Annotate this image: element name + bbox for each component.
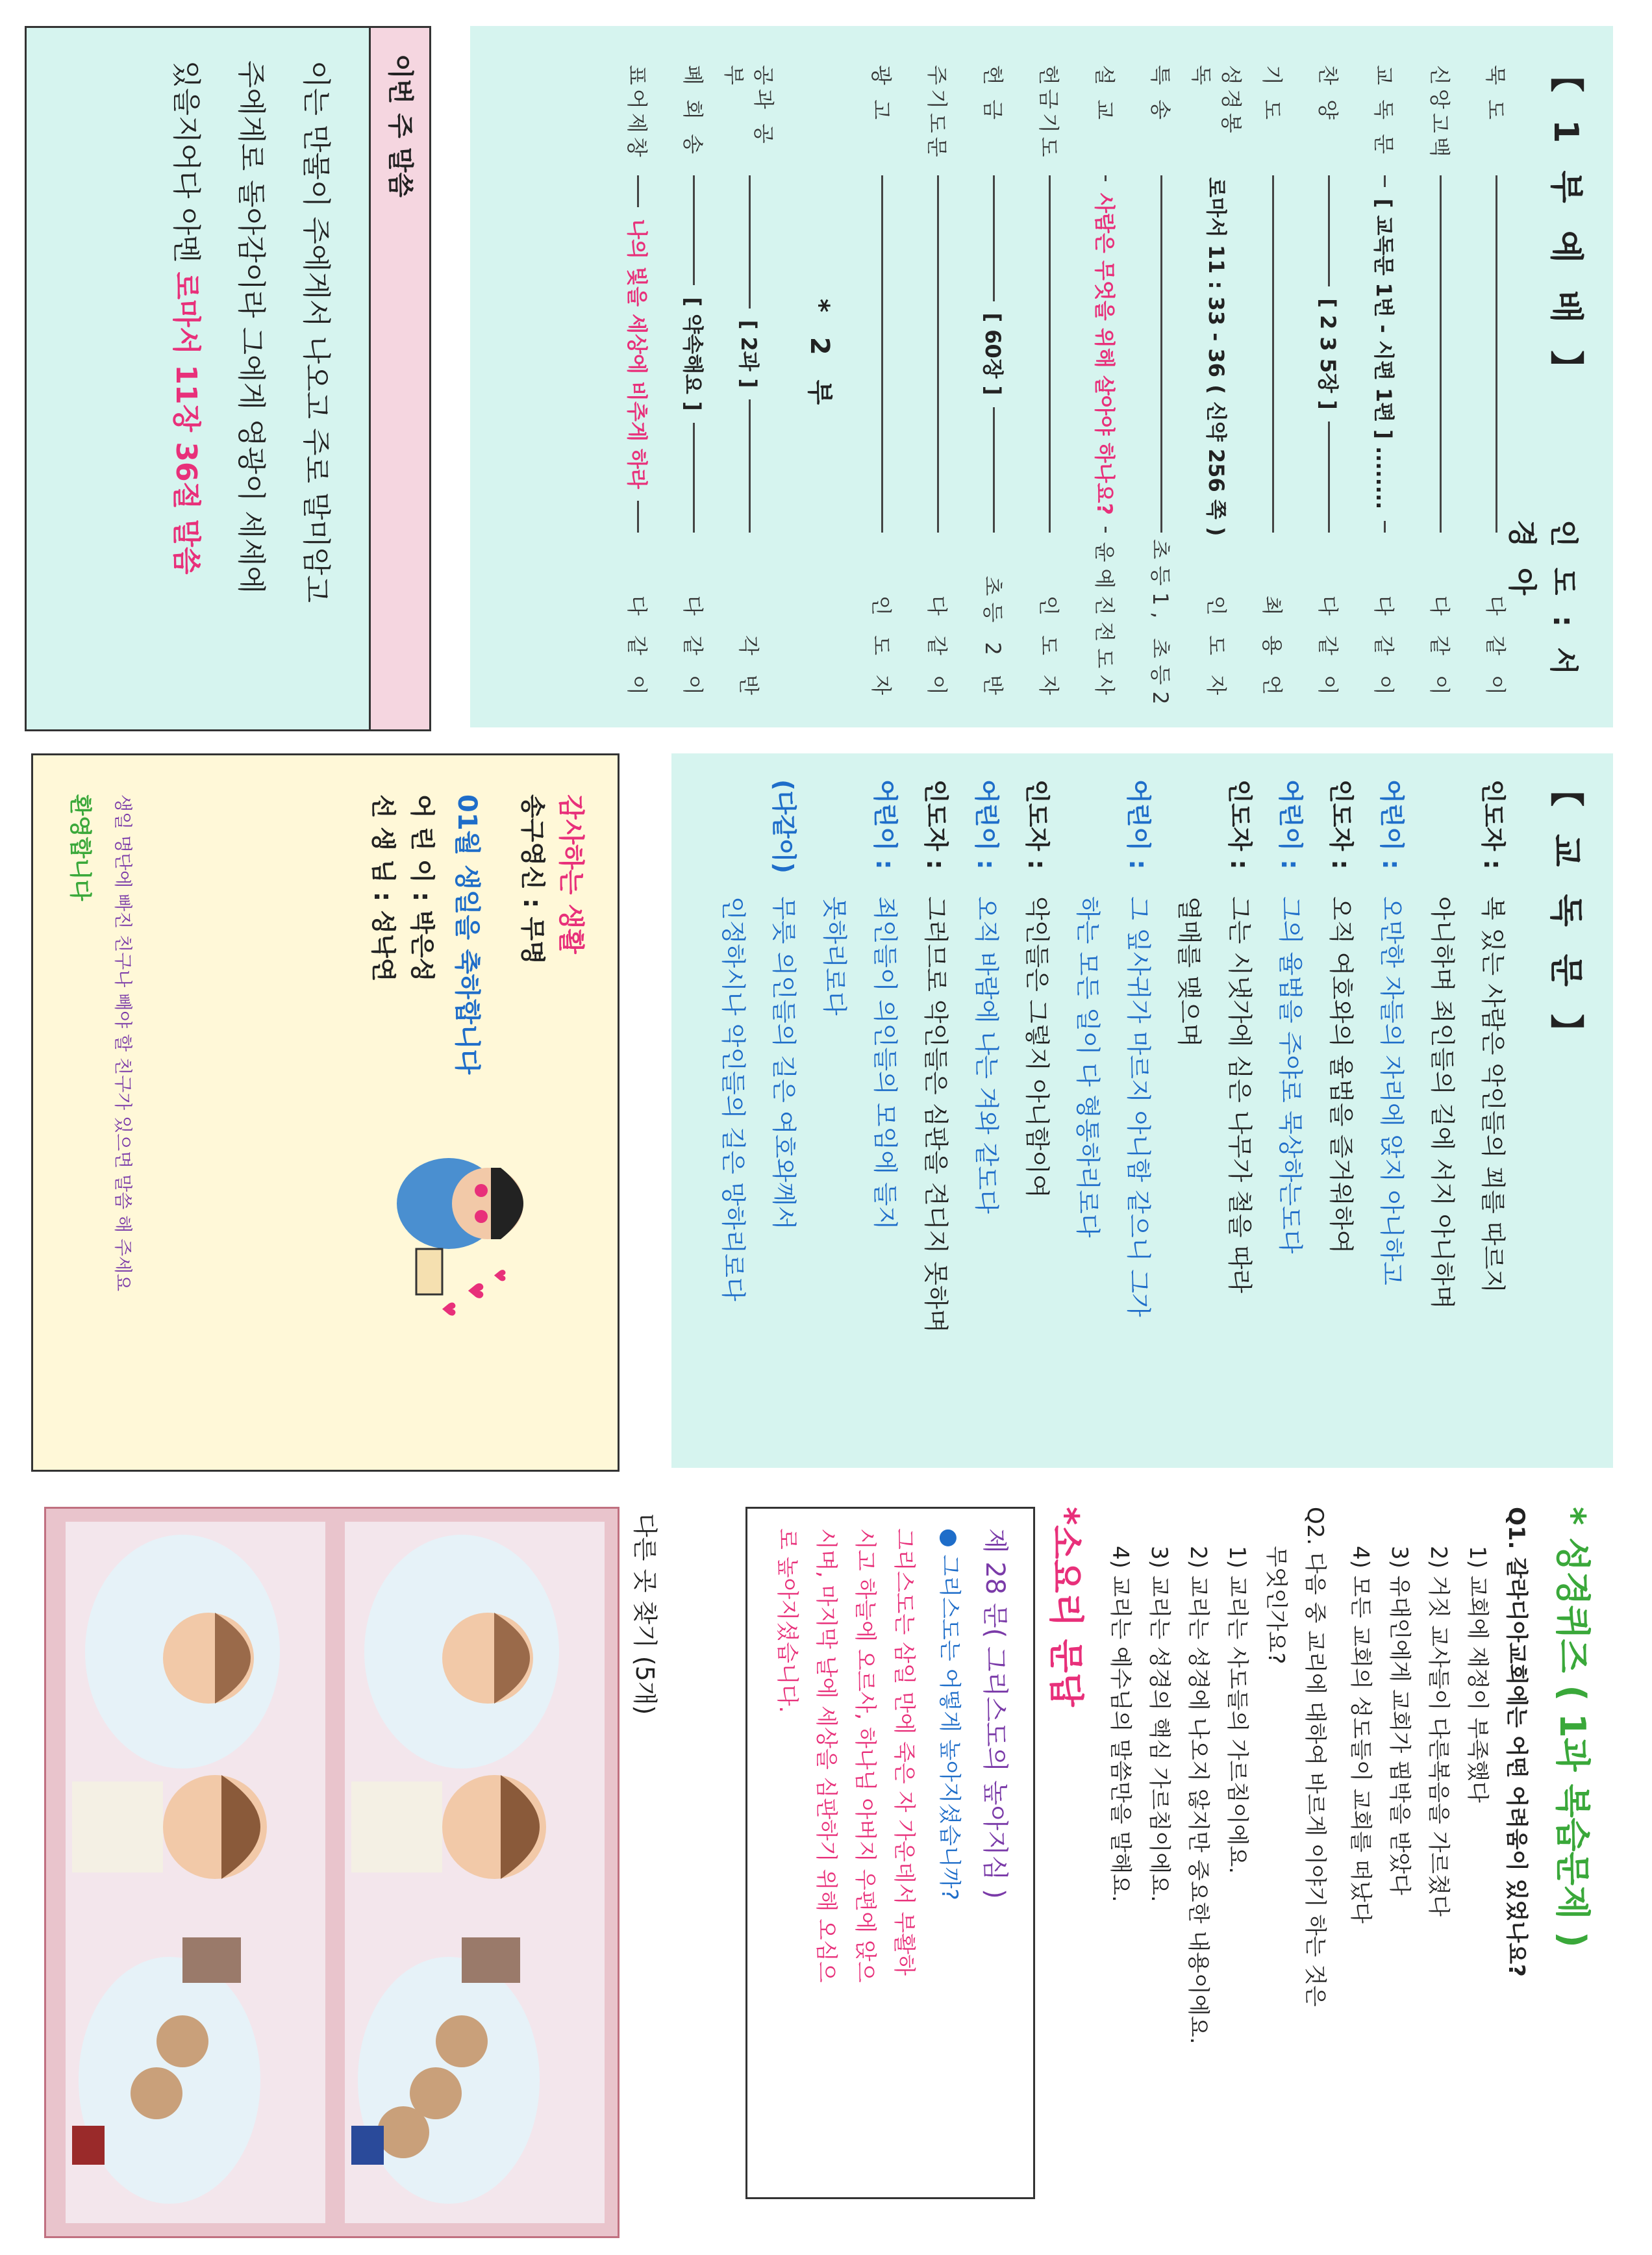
worship.rows-who: 윤예진전도사 bbox=[1092, 542, 1117, 701]
dotted-leader bbox=[749, 175, 751, 309]
birthday-note: 생일 명단에 빠진 친구나 빼야 할 친구가 있으면 말씀 해 주세요 bbox=[112, 794, 134, 1292]
order-row bbox=[1478, 65, 1516, 701]
catechism-answer-1: 그리스도는 삼일 만에 죽은 자 가운데서 부활하 bbox=[891, 1528, 917, 1976]
order-row bbox=[1143, 65, 1181, 711]
worship.rows-label: 설 교 bbox=[1092, 65, 1117, 123]
reading-line bbox=[1116, 779, 1161, 1317]
reading-speaker: 어린이 : bbox=[1377, 779, 1406, 870]
worship.rows-who: 인 도 자 bbox=[1204, 595, 1229, 701]
worship.rows-label: 헌 금 bbox=[981, 65, 1005, 123]
reading-speaker: 인도자 : bbox=[1327, 779, 1355, 870]
order-row bbox=[920, 65, 957, 701]
worship.rows-middle: 사람은 무엇을 위해 살아야 하나요? bbox=[1092, 193, 1117, 515]
worship.part2_rows-middle: 나의 빛을 세상에 비추게 하라 bbox=[625, 219, 649, 489]
reading-text: 죄인들이 의인들의 모임에 들지 bbox=[871, 896, 899, 1230]
svg-text:♥: ♥ bbox=[438, 1301, 459, 1318]
reading-line bbox=[1369, 779, 1414, 1285]
quiz-q2-cont: 무엇인가요? bbox=[1263, 1546, 1289, 1665]
catechism-question-no: 제 28 문( 그리스도의 높아지심 ) bbox=[980, 1528, 1010, 1899]
worship.rows-label: 광 고 bbox=[869, 65, 894, 123]
worship.rows-who: 다 같 이 bbox=[1316, 595, 1340, 701]
worship.part2_rows-label: 공과 공부 bbox=[721, 65, 776, 147]
catechism-box bbox=[745, 1507, 1035, 2199]
reading-line bbox=[964, 779, 1009, 1214]
spot-difference-picture-bottom bbox=[66, 1522, 325, 2223]
reading-text: 아니하며 죄인들의 길에 서지 아니하며 bbox=[1428, 896, 1457, 1309]
reading-line bbox=[710, 779, 756, 1302]
order-row bbox=[1255, 65, 1292, 701]
order-row bbox=[1310, 65, 1348, 701]
order-row bbox=[620, 65, 657, 701]
bullet-icon: ● bbox=[936, 1528, 962, 1555]
reading-speaker: 어린이 : bbox=[871, 779, 899, 870]
reading-text: 그의 율법을 주야로 묵상하는도다 bbox=[1276, 896, 1305, 1254]
dotted-leader bbox=[1161, 175, 1163, 533]
reading-speaker: 인도자 : bbox=[1023, 779, 1051, 870]
worship.rows-middle: [ 2 3 5장 ] bbox=[1316, 298, 1340, 410]
dotted-leader bbox=[638, 175, 640, 207]
order-row bbox=[1422, 65, 1460, 701]
quiz-title: * 성경퀴즈 ( 1과 복습문제 ) bbox=[1552, 1507, 1593, 1948]
reading-text: 오직 바람에 나는 겨와 같도다 bbox=[972, 896, 1001, 1214]
worship.rows-label: 성경봉독 bbox=[1189, 65, 1244, 137]
quiz-q1-option: 3) 유대인에게 교회가 핍박을 받았다 bbox=[1386, 1546, 1412, 1895]
worship-leader: 인 도 : 서 경 아 bbox=[1505, 520, 1580, 681]
order-row bbox=[1189, 65, 1244, 701]
dotted-leader bbox=[994, 175, 995, 301]
reading-text: 복 있는 사람은 악인들의 꾀를 따르지 bbox=[1479, 896, 1507, 1294]
dotted-leader bbox=[1329, 422, 1331, 533]
birthday-teacher: 선 생 님 : 성낙연 bbox=[369, 794, 397, 982]
catechism-title: *소요리 문답 bbox=[1045, 1507, 1086, 1707]
weekly-verse-line1: 이는 만물이 주에게서 나오고 주로 말미암고 bbox=[299, 60, 332, 603]
reading-line bbox=[1014, 779, 1060, 1198]
worship-title: 【 1 부 예 배 】 bbox=[1546, 58, 1585, 392]
reading-line bbox=[1166, 779, 1212, 1047]
svg-text:♥: ♥ bbox=[490, 1268, 508, 1283]
dotted-leader bbox=[1384, 175, 1386, 187]
reading-text: 열매를 맺으며 bbox=[1175, 896, 1203, 1048]
reading-line bbox=[862, 779, 908, 1229]
worship.rows-who: 다 같 이 bbox=[1427, 595, 1452, 701]
reading-text: 그 잎사귀가 마르지 아니함 같으니 그가 bbox=[1124, 896, 1153, 1317]
dotted-leader bbox=[638, 501, 640, 533]
thanks-title: 감사하는 생활 bbox=[556, 794, 586, 954]
dotted-leader bbox=[749, 399, 751, 533]
quiz-q2-option: 2) 교리는 성경에 나오지 않지만 중요한 내용이에요. bbox=[1185, 1546, 1211, 2045]
worship.rows-who: 인 도 자 bbox=[1036, 595, 1061, 701]
worship.rows-who: 다 같 이 bbox=[1483, 595, 1508, 701]
quiz-q2-option: 4) 교리는 예수님의 말씀만을 말해요. bbox=[1107, 1546, 1133, 1902]
reading-text: 악인들은 그렇지 아니함이여 bbox=[1023, 896, 1051, 1198]
reading-text: 무릇 의인들의 길은 여호와께서 bbox=[770, 896, 798, 1230]
dotted-leader bbox=[994, 407, 995, 533]
reading-line bbox=[812, 779, 857, 1016]
reading-speaker: 인도자 : bbox=[921, 779, 950, 870]
reading-text: 못하리로다 bbox=[820, 896, 849, 1016]
reading-speaker: 어린이 : bbox=[972, 779, 1001, 870]
reading-line bbox=[1268, 779, 1313, 1253]
worship.rows-label: 신앙고백 bbox=[1427, 65, 1452, 161]
weekly-verse-ref: 로마서 11장 36절 말씀 bbox=[169, 271, 203, 575]
reading-line bbox=[1318, 779, 1364, 1253]
dotted-leader bbox=[1329, 175, 1331, 286]
reading-line bbox=[1217, 779, 1262, 1293]
worship.rows-middle: [ 교독문 1번 - 시편 1편 ] ........ bbox=[1371, 198, 1396, 510]
dotted-leader bbox=[1105, 527, 1107, 533]
worship.rows-who: 인 도 자 bbox=[869, 595, 894, 701]
thanks-box bbox=[31, 753, 620, 1472]
worship.part2_rows-middle: [ 2과 ] bbox=[736, 320, 761, 388]
birthday-kid: 어 린 이 : 박은성 bbox=[408, 794, 436, 982]
dotted-leader bbox=[694, 175, 695, 285]
reading-text: 하는 모든 일이 다 형통하리로다 bbox=[1073, 896, 1102, 1238]
reading-speaker: (다같이) bbox=[770, 779, 798, 874]
reading-line bbox=[1420, 779, 1465, 1309]
worship.rows-label: 주기도문 bbox=[925, 65, 949, 161]
quiz-q1-option: 4) 모든 교회의 성도들이 교회를 떠났다 bbox=[1347, 1546, 1373, 1924]
order-row bbox=[1031, 65, 1069, 701]
weekly-verse-line2: 주에게로 돌아감이라 그에게 영광이 세세에 bbox=[234, 60, 268, 594]
order-row bbox=[1087, 65, 1125, 701]
weekly-verse-title: 이번 주 말씀 bbox=[369, 28, 429, 729]
responsive-reading-panel bbox=[671, 753, 1613, 1468]
catechism-answer-2: 시고 하늘에 오르사, 하나님 아버지 우편에 앉으 bbox=[852, 1528, 878, 1983]
reading-text: 오만한 자들의 자리에 앉지 아니하고 bbox=[1377, 896, 1406, 1285]
svg-text:♥: ♥ bbox=[463, 1281, 488, 1300]
weekly-verse-line3 bbox=[163, 60, 208, 574]
worship.rows-label: 특 송 bbox=[1148, 65, 1173, 123]
reading-speaker: 인도자 : bbox=[1479, 779, 1507, 870]
catechism-answer-4: 로 높아지셨습니다. bbox=[774, 1528, 800, 1713]
order-row bbox=[675, 65, 713, 701]
welcome-text: 환영합니다 bbox=[67, 794, 93, 901]
birthday-character-illustration bbox=[371, 1119, 540, 1327]
worship.rows-who: 다 같 이 bbox=[1371, 595, 1396, 701]
quiz-q2-option: 1) 교리는 사도들의 가르침이에요. bbox=[1224, 1546, 1250, 1874]
responsive-reading-title: 【 교 독 문 】 bbox=[1546, 773, 1585, 1056]
dotted-leader bbox=[1105, 175, 1107, 181]
dotted-leader bbox=[694, 423, 695, 533]
worship.rows-who: 다 같 이 bbox=[925, 595, 949, 701]
reading-line bbox=[761, 779, 807, 1229]
weekly-verse-box bbox=[25, 26, 431, 731]
worship-order-panel bbox=[470, 26, 1613, 727]
worship.part2_rows-middle: [ 약속해요 ] bbox=[681, 297, 705, 411]
worship.part2_rows-who: 다 같 이 bbox=[625, 595, 649, 702]
worship.part2_rows-label: 표어제창 bbox=[625, 65, 649, 161]
dotted-leader bbox=[1384, 521, 1386, 533]
quiz-q1-option: 2) 거짓 교사들이 다른복음을 가르쳤다 bbox=[1425, 1546, 1451, 1917]
reading-line bbox=[1065, 779, 1110, 1238]
spot-difference-images bbox=[44, 1507, 620, 2238]
worship.rows-label: 헌금기도 bbox=[1036, 65, 1061, 161]
worship.rows-label: 기 도 bbox=[1260, 65, 1284, 123]
birthday-title: 01월 생일을 축하합니다 bbox=[452, 794, 482, 1075]
reading-speaker: 어린이 : bbox=[1276, 779, 1305, 870]
quiz-q1-option: 1) 교회에 재정이 부족했다 bbox=[1464, 1546, 1490, 1803]
catechism-question-text: 그리스도는 어떻게 높아지셨습니까? bbox=[936, 1554, 962, 1900]
thanks-offering: 송구영신 : 무명 bbox=[518, 794, 547, 964]
order-row bbox=[975, 65, 1013, 701]
dotted-leader bbox=[1496, 175, 1498, 533]
part2-title: * 2 부 bbox=[805, 299, 834, 413]
worship.rows-who: 최 용 언 bbox=[1260, 595, 1284, 701]
reading-text: 그는 시냇가에 심은 나무가 철을 따라 bbox=[1225, 896, 1254, 1294]
reading-line bbox=[1470, 779, 1516, 1293]
weekly-verse-line3-text: 있을지어다 아멘 bbox=[169, 60, 203, 263]
reading-speaker: 인도자 : bbox=[1225, 779, 1254, 870]
worship.rows-label: 교 독 문 bbox=[1371, 65, 1396, 158]
worship.part2_rows-who: 다 같 이 bbox=[681, 595, 705, 701]
reading-text: 인정하시나 악인들의 길은 망하리로다 bbox=[719, 896, 747, 1302]
worship.rows-label: 묵 도 bbox=[1483, 65, 1508, 123]
worship.rows-middle: [ 60장 ] bbox=[981, 312, 1005, 396]
worship.rows-middle: 로마서 11 : 33 - 36 ( 신약 256 쪽 ) bbox=[1204, 177, 1229, 536]
dotted-leader bbox=[938, 175, 940, 533]
worship.rows-label: 찬 양 bbox=[1316, 65, 1340, 123]
worship.part2_rows-label: 폐 회 송 bbox=[681, 65, 705, 158]
reading-text: 오직 여호와의 율법을 즐거워하여 bbox=[1327, 896, 1355, 1254]
quiz-section bbox=[704, 1494, 1613, 2234]
order-row bbox=[1366, 65, 1404, 701]
catechism-question bbox=[931, 1528, 968, 1900]
dotted-leader bbox=[1049, 175, 1051, 533]
worship.rows-who: 초등 2 반 bbox=[981, 575, 1005, 702]
quiz-q2: Q2. 다음 중 교리에 대하여 바르게 이야기 하는 것은 bbox=[1302, 1507, 1328, 2007]
reading-text: 그러므로 악인들은 심판을 견디지 못하며 bbox=[921, 896, 950, 1333]
worship.part2_rows-who: 각 반 bbox=[736, 635, 761, 701]
spot-difference-title: 다른 곳 찾기 (5개) bbox=[631, 1513, 659, 1715]
dotted-leader bbox=[882, 175, 884, 533]
order-row bbox=[721, 65, 776, 701]
quiz-q1: Q1. 갈라디아교회에는 어떤 어려움이 있었나요? bbox=[1503, 1507, 1529, 1977]
order-row bbox=[864, 65, 901, 701]
worship.rows-who: 초등1, 초등2 bbox=[1148, 539, 1173, 711]
reading-line bbox=[913, 779, 958, 1333]
quiz-q2-option: 3) 교리는 성경의 핵심 가르침이에요. bbox=[1146, 1546, 1172, 1902]
spot-difference-picture-top bbox=[345, 1522, 605, 2223]
dotted-leader bbox=[1273, 175, 1275, 533]
dotted-leader bbox=[1440, 175, 1442, 533]
catechism-answer-3: 시며, 마지막 날에 세상을 심판하기 위해 오심으 bbox=[813, 1528, 839, 1983]
reading-speaker: 어린이 : bbox=[1124, 779, 1153, 870]
